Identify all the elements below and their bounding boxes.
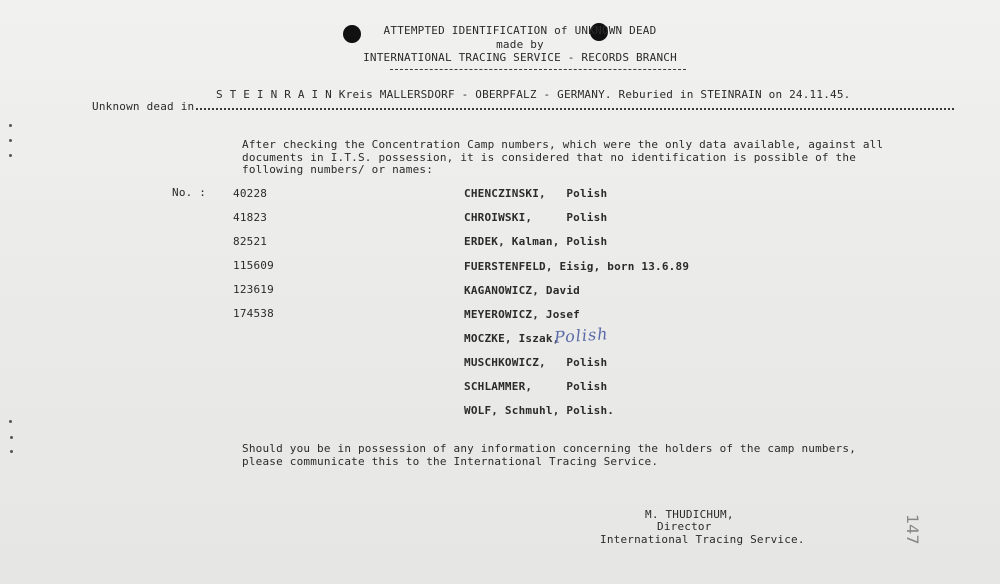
margin-mark bbox=[9, 154, 12, 157]
intro-line-2: documents in I.T.S. possession, it is considered that no identification is possible of the bbox=[242, 151, 857, 164]
number-label: No. : bbox=[172, 186, 207, 199]
signatory-organization: International Tracing Service. bbox=[600, 533, 805, 546]
name-entry: WOLF, Schmuhl, Polish. bbox=[464, 404, 615, 417]
burial-place: S T E I N R A I N Kreis MALLERSDORF - OBERPFALZ - GERMANY. Reburied in STEINRAIN on 24.11.45. bbox=[216, 88, 851, 101]
camp-number: 82521 bbox=[233, 235, 268, 248]
closing-line-2: please communicate this to the International Tracing Service. bbox=[242, 455, 659, 468]
name-entry: KAGANOWICZ, David bbox=[464, 284, 580, 297]
camp-number: 174538 bbox=[233, 307, 274, 320]
title-underline bbox=[390, 69, 686, 70]
name-entry: CHROIWSKI, Polish bbox=[464, 211, 608, 224]
name-entry: MUSCHKOWICZ, Polish bbox=[464, 356, 608, 369]
intro-line-1: After checking the Concentration Camp numbers, which were the only data available, against all bbox=[242, 138, 884, 151]
camp-number: 40228 bbox=[233, 187, 268, 200]
dotted-line bbox=[196, 108, 954, 110]
name-entry: SCHLAMMER, Polish bbox=[464, 380, 608, 393]
name-entry: ERDEK, Kalman, Polish bbox=[464, 235, 608, 248]
unknown-dead-label: Unknown dead in bbox=[92, 100, 195, 113]
page-number: 147 bbox=[903, 514, 922, 545]
margin-mark bbox=[10, 450, 13, 453]
closing-line-1: Should you be in possession of any information concerning the holders of the camp numbers, bbox=[242, 442, 857, 455]
signatory-name: M. THUDICHUM, bbox=[645, 508, 734, 521]
intro-line-3: following numbers/ or names: bbox=[242, 163, 434, 176]
organization-line: INTERNATIONAL TRACING SERVICE - RECORDS BRANCH bbox=[363, 51, 677, 64]
camp-number: 115609 bbox=[233, 259, 274, 272]
name-entry: FUERSTENFELD, Eisig, born 13.6.89 bbox=[464, 260, 690, 273]
margin-mark bbox=[9, 139, 12, 142]
name-entry: MOCZKE, Iszak, bbox=[464, 332, 560, 345]
camp-number: 41823 bbox=[233, 211, 268, 224]
camp-number: 123619 bbox=[233, 283, 274, 296]
name-entry: CHENCZINSKI, Polish bbox=[464, 187, 608, 200]
margin-mark bbox=[9, 420, 12, 423]
margin-mark bbox=[10, 436, 13, 439]
punch-hole-left bbox=[343, 25, 361, 43]
document-title: ATTEMPTED IDENTIFICATION of UNKNOWN DEAD bbox=[383, 24, 657, 37]
name-entry: MEYEROWICZ, Josef bbox=[464, 308, 580, 321]
signatory-title: Director bbox=[657, 520, 712, 533]
handwritten-note: Polish bbox=[553, 324, 610, 347]
margin-mark bbox=[9, 124, 12, 127]
made-by-line: made by bbox=[496, 38, 544, 51]
